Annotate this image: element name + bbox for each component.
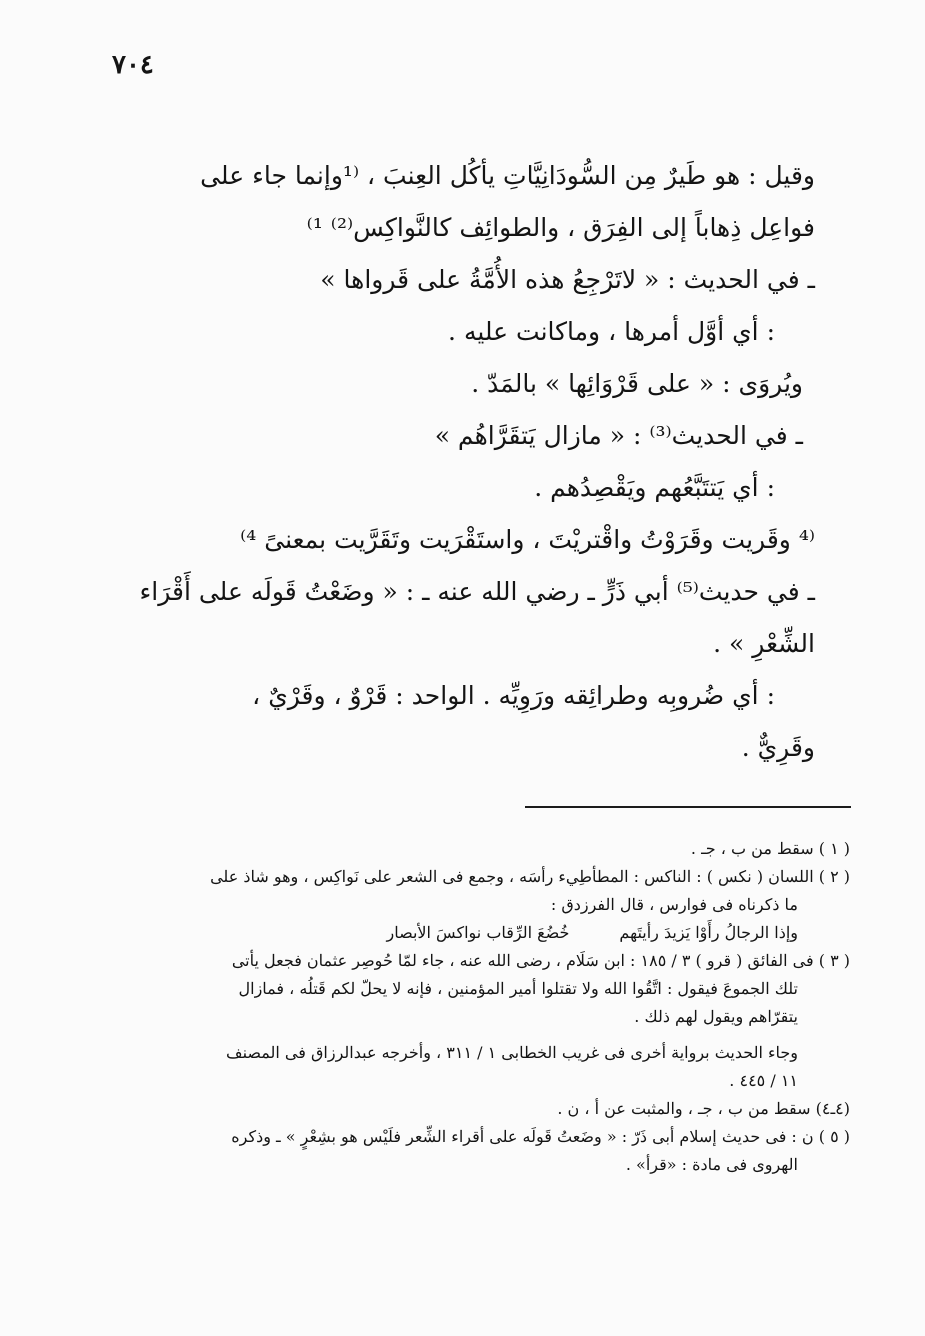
footnote-divider <box>525 806 851 808</box>
footnote-line: ( ٣ ) فى الفائق ( قرو ) ٣ / ١٨٥ : ابن سَلَام ، رضى الله عنه ، جاء لمّا حُوصِر عثمان فجعل يأتى <box>231 951 850 970</box>
text-line: : أي أوَّل أمرها ، وماكانت عليه . <box>448 317 775 346</box>
text-line: ⁽⁴ وقَريت وقَرَوْتُ واقْتريْتَ ، واستَقْرَيت وتَقَرَّيت بمعنىً ⁴⁾ <box>240 525 815 554</box>
text-line: ـ في الحديث⁽³⁾ : « مازال يَتقَرَّاهُم » <box>434 421 803 450</box>
text-line: : أي ضُروبِه وطرائِقه ورَوِيِّه . الواحد : قَرْوٌ ، وقَرْيٌ ، <box>252 681 775 710</box>
footnote-line: ( ٢ ) اللسان ( نكس ) : الناكس : المطأطِيء رأسَه ، وجمع فى الشعر على نَواكِس ، وهو شاذ على <box>210 867 850 886</box>
footnote-line: ( ٥ ) ن : فى حديث إسلام أبى ذَرّ : « وضَعتُ قَولَه على أقراء الشِّعر فلَيْس هو بشِعْرٍ » ـ وذكره <box>231 1127 850 1146</box>
text-line: : أي يَتتَبَّعُهم ويَقْصِدُهم . <box>534 473 775 502</box>
footnotes <box>110 835 850 1179</box>
footnote-line: (٤ـ٤) سقط من ب ، جـ ، والمثبت عن أ ، ن . <box>557 1099 850 1118</box>
text-line: وقيل : هو طَيرٌ مِن السُّودَانِيَّاتِ يأكُل العِنبَ ، ⁽¹وإنما جاء على <box>200 161 815 190</box>
footnote-line: الهروى فى مادة : «قرأ» . <box>625 1155 798 1174</box>
text-line: وقَرِيٌّ . <box>741 733 815 762</box>
footnote-line: ( ١ ) سقط من ب ، جـ . <box>690 839 850 858</box>
poem-hemistich-1: وإذا الرجالُ رأَوْا يَزيدَ رأيتَهم <box>619 923 798 942</box>
poem-hemistich-2: خُضُعَ الرِّقاب نواكسَ الأبصار <box>386 923 570 942</box>
footnote-line: ما ذكرناه فى فوارس ، قال الفرزدق : <box>550 895 798 914</box>
footnote-line: تلك الجموعَ فيقول : اتَّقُوا الله ولا تقتلوا أمير المؤمنين ، فإنه لا يحلّ لكم قَتلُه ، فمازال <box>238 979 798 998</box>
text-line: فواعِل ذِهاباً إلى الفِرَق ، والطوائِف كالنَّواكِس⁽²⁾ ¹⁾ <box>306 213 815 242</box>
page-number: ٧٠٤ <box>112 50 154 80</box>
text-line: الشِّعْرِ » . <box>713 629 815 658</box>
footnote-poem <box>110 919 850 947</box>
text-line: ـ في الحديث : « لاتَرْجِعُ هذه الأُمَّةُ على قَرواها » <box>320 265 815 294</box>
footnote-line: ١١ / ٤٤٥ . <box>729 1071 798 1090</box>
main-text <box>80 150 815 774</box>
text-line: ـ في حديث⁽⁵⁾ أبي ذَرٍّ ـ رضي الله عنه ـ : « وضَعْتُ قَولَه على أَقْرَاء <box>139 577 815 606</box>
text-line: ويُروَى : « على قَرْوَائِها » بالمَدّ . <box>471 369 803 398</box>
footnote-line: يتقرّاهم ويقول لهم ذلك . <box>634 1007 798 1026</box>
footnote-line: وجاء الحديث برواية أخرى فى غريب الخطابى ١ / ٣١١ ، وأخرجه عبدالرزاق فى المصنف <box>226 1043 798 1062</box>
